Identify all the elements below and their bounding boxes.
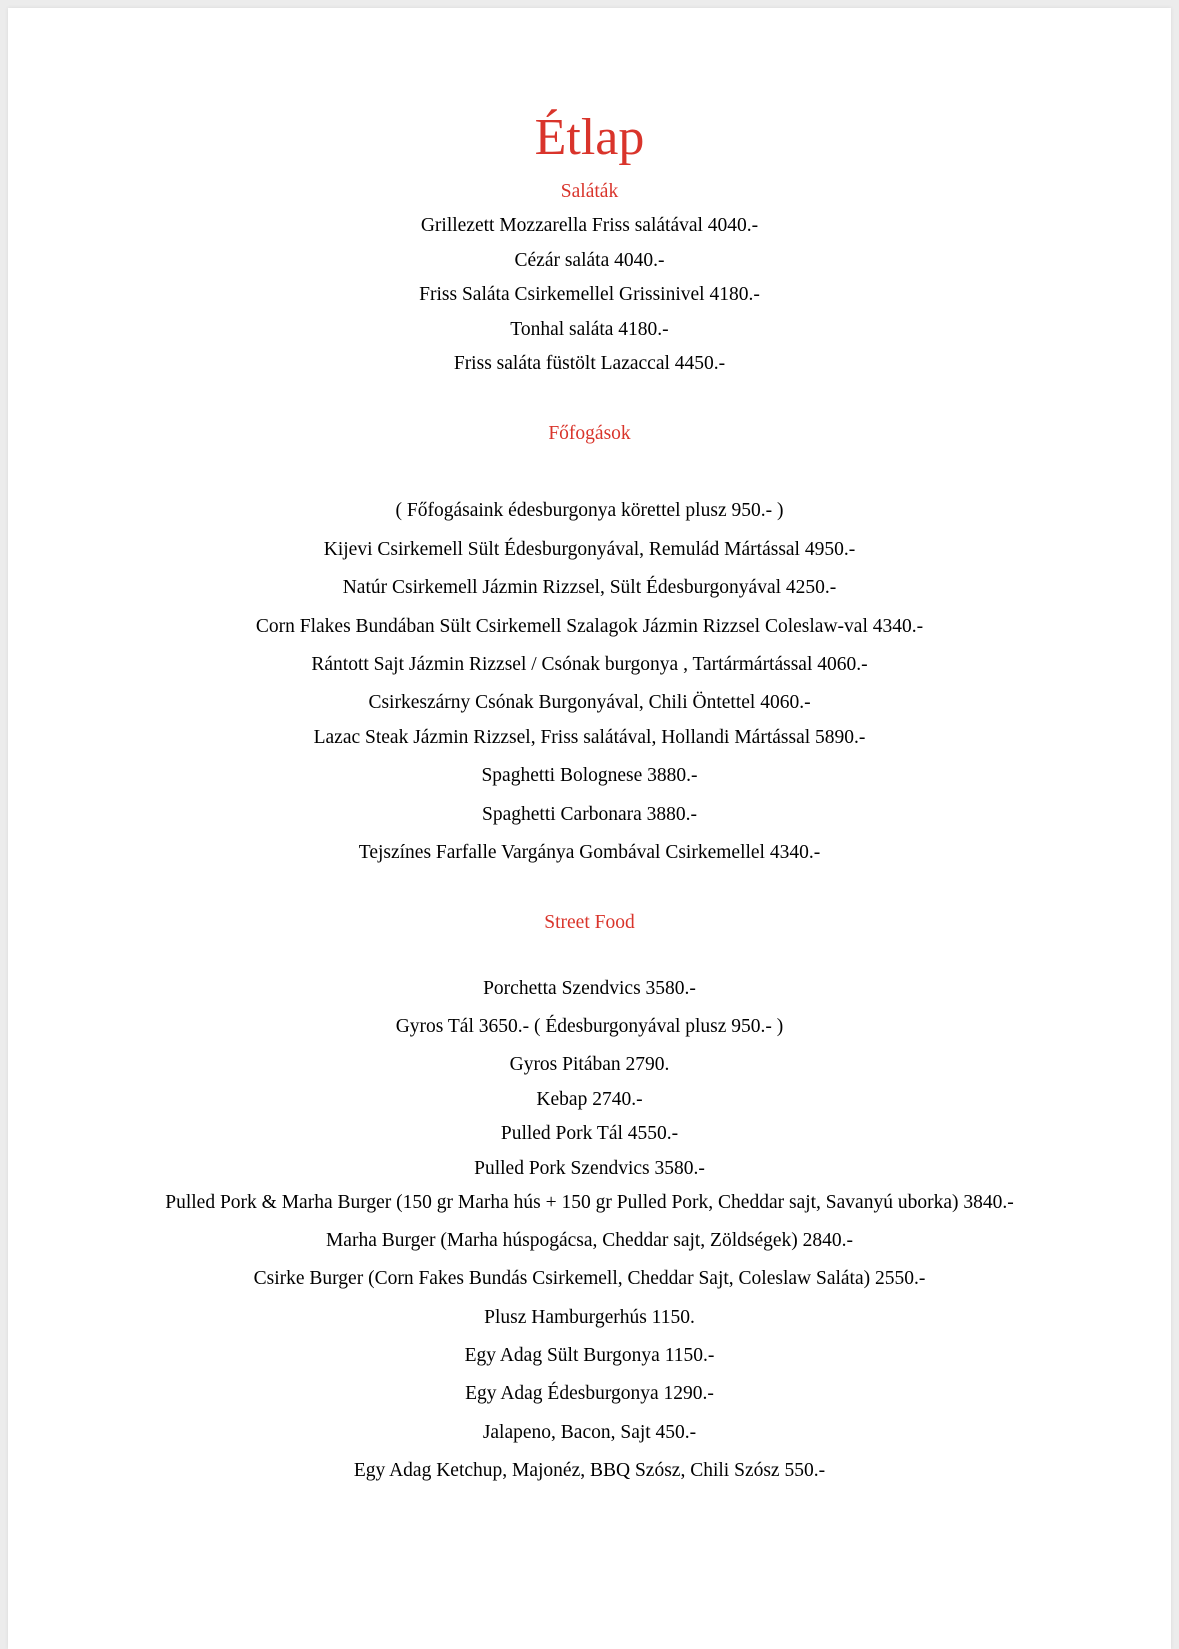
menu-item: Pulled Pork & Marha Burger (150 gr Marha hús + 150 gr Pulled Pork, Cheddar sajt, Savanyú uborka) 3840.- xyxy=(165,1192,1014,1213)
menu-item: Grillezett Mozzarella Friss salátával 4040.- xyxy=(420,215,759,236)
menu-item: Csirke Burger (Corn Fakes Bundás Csirkemell, Cheddar Sajt, Coleslaw Saláta) 2550.- xyxy=(253,1268,926,1289)
menu-item: Lazac Steak Jázmin Rizzsel, Friss salátával, Hollandi Mártással 5890.- xyxy=(313,727,866,748)
menu-item: Rántott Sajt Jázmin Rizzsel / Csónak burgonya , Tartármártással 4060.- xyxy=(311,654,868,675)
section-heading-mains: Főfogások xyxy=(548,423,631,444)
menu-item: Kijevi Csirkemell Sült Édesburgonyával, Remulád Mártással 4950.- xyxy=(323,539,856,560)
menu-item: Cézár saláta 4040.- xyxy=(514,250,665,271)
menu-item: Egy Adag Sült Burgonya 1150.- xyxy=(464,1345,715,1366)
menu-item: Pulled Pork Tál 4550.- xyxy=(500,1123,679,1144)
menu-item: Gyros Pitában 2790. xyxy=(509,1054,670,1075)
menu-item: Tonhal saláta 4180.- xyxy=(510,319,669,340)
menu-item: Friss Saláta Csirkemellel Grissinivel 4180.- xyxy=(419,284,760,305)
menu-item: Kebap 2740.- xyxy=(536,1089,643,1110)
section-heading-salads: Saláták xyxy=(560,181,619,202)
menu-title: Étlap xyxy=(534,109,645,166)
menu-item: Egy Adag Ketchup, Majonéz, BBQ Szósz, Chili Szósz 550.- xyxy=(353,1460,826,1481)
mains-note: ( Főfogásaink édesburgonya körettel plusz 950.- ) xyxy=(395,500,784,521)
menu-item: Spaghetti Bolognese 3880.- xyxy=(481,765,698,786)
menu-item: Porchetta Szendvics 3580.- xyxy=(483,978,696,999)
menu-item: Marha Burger (Marha húspogácsa, Cheddar sajt, Zöldségek) 2840.- xyxy=(325,1230,854,1251)
menu-item: Natúr Csirkemell Jázmin Rizzsel, Sült Édesburgonyával 4250.- xyxy=(342,577,837,598)
menu-item: Corn Flakes Bundában Sült Csirkemell Szalagok Jázmin Rizzsel Coleslaw-val 4340.- xyxy=(255,616,924,637)
menu-item: Egy Adag Édesburgonya 1290.- xyxy=(465,1383,714,1404)
menu-item: Csirkeszárny Csónak Burgonyával, Chili Öntettel 4060.- xyxy=(368,692,811,713)
menu-page xyxy=(8,8,1171,1649)
menu-item: Plusz Hamburgerhús 1150. xyxy=(484,1307,695,1328)
menu-item: Jalapeno, Bacon, Sajt 450.- xyxy=(482,1422,697,1443)
section-heading-street-food: Street Food xyxy=(544,912,635,933)
menu-item: Friss saláta füstölt Lazaccal 4450.- xyxy=(453,353,726,374)
menu-item: Gyros Tál 3650.- ( Édesburgonyával plusz 950.- ) xyxy=(395,1016,784,1037)
menu-item: Tejszínes Farfalle Vargánya Gombával Csirkemellel 4340.- xyxy=(358,842,821,863)
menu-item: Pulled Pork Szendvics 3580.- xyxy=(474,1158,705,1179)
menu-item: Spaghetti Carbonara 3880.- xyxy=(482,804,697,825)
